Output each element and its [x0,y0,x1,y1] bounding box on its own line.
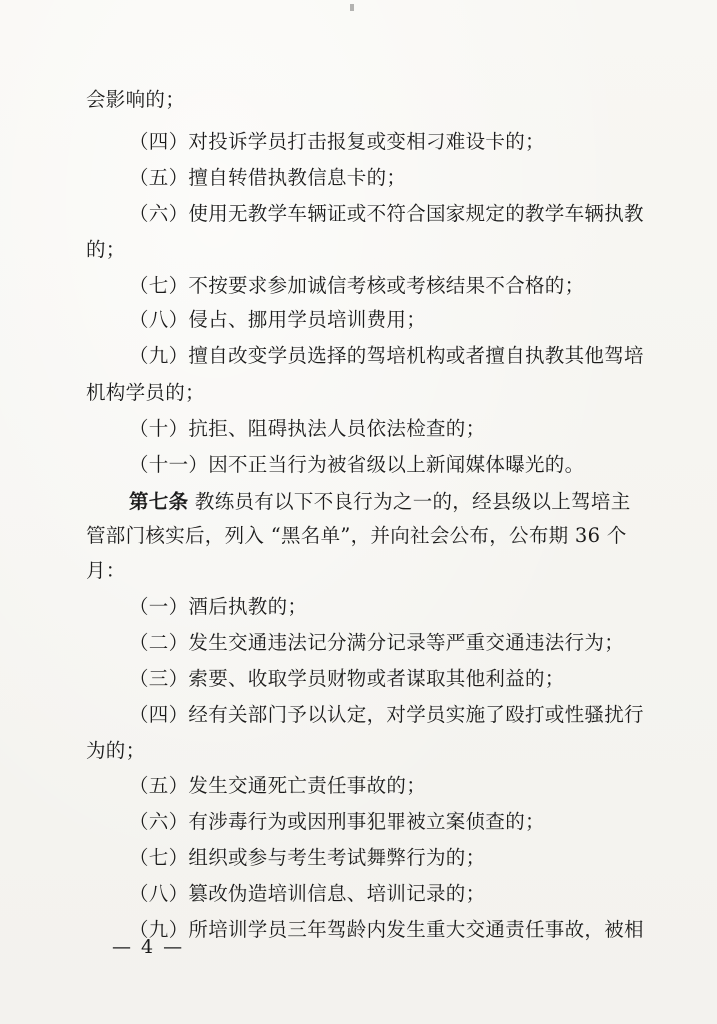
list-item: （六）有涉毒行为或因刑事犯罪被立案侦查的； [129,810,545,833]
scan-mark [350,4,354,11]
text-line: 的； [86,238,126,261]
list-item: （七）组织或参与考生考试舞弊行为的； [129,846,486,869]
text-line: （七）不按要求参加诚信考核或考核结果不合格的； [129,274,585,297]
text-line: （十）抗拒、阻碍执法人员依法检查的； [129,417,486,440]
list-item: （三）索要、收取学员财物或者谋取其他利益的； [129,667,565,690]
text-line: （四）对投诉学员打击报复或变相刁难设卡的； [129,130,545,153]
page-number: — 4 — [112,936,185,958]
article-7-title: 第七条 [129,490,189,513]
text-line: （六）使用无教学车辆证或不符合国家规定的教学车辆执教 [129,202,644,225]
text-line: （九）擅自改变学员选择的驾培机构或者擅自执教其他驾培 [129,344,644,367]
list-item: （九）所培训学员三年驾龄内发生重大交通责任事故，被相 [129,918,644,941]
list-item: 为的； [86,739,146,762]
text-line: （八）侵占、挪用学员培训费用； [129,308,427,331]
text-line: 月： [86,559,126,582]
article-7-heading-line [129,488,631,516]
article-7-text: 教练员有以下不良行为之一的，经县级以上驾培主 [194,490,631,513]
list-item: （八）篡改伪造培训信息、培训记录的； [129,882,486,905]
text-line: （五）擅自转借执教信息卡的； [129,166,407,189]
list-item: （二）发生交通违法记分满分记录等严重交通违法行为； [129,631,625,654]
text-line: 机构学员的； [86,381,205,404]
list-item: （五）发生交通死亡责任事故的； [129,774,427,797]
text-line: （十一）因不正当行为被省级以上新闻媒体曝光的。 [129,453,585,476]
text-line: 会影响的； [86,88,186,111]
list-item: （四）经有关部门予以认定，对学员实施了殴打或性骚扰行 [129,703,644,726]
text-line: 管部门核实后，列入 “黑名单”，并向社会公布，公布期 36 个 [86,524,627,547]
list-item: （一）酒后执教的； [129,595,308,618]
